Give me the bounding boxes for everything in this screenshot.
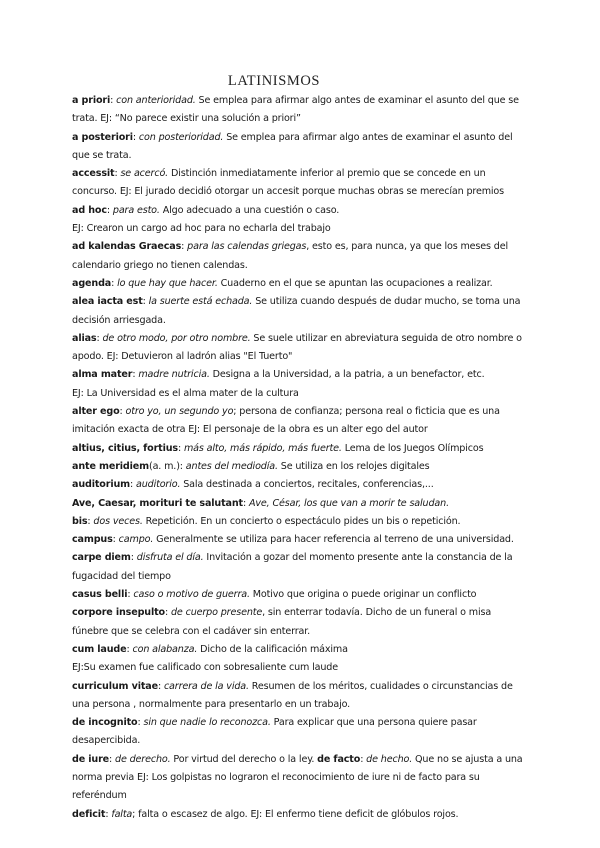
entry-definition: Invitación a gozar del momento presente ante la constancia de la fugacidad del tiempo [72,552,513,582]
entry [72,293,527,330]
entry-separator: : [109,753,116,765]
entry-translation: campo. [118,534,154,546]
entry-term: ad hoc [72,204,107,216]
entry-term: carpe diem [72,552,131,564]
entry-separator: : [142,296,149,308]
entry-translation: de cuerpo presente [170,607,263,619]
entry [72,366,527,384]
entry-term: agenda [72,277,112,289]
entry-term-secondary: de facto [317,753,361,765]
entry-term: alias [72,332,97,344]
entry-definition: Lema de los Juegos Olímpicos [341,442,484,454]
entry-translation: la suerte está echada. [148,296,253,308]
entry [72,476,527,494]
entry-definition: Generalmente se utiliza para hacer referencia al terreno de una universidad. [153,534,514,546]
entry [72,165,527,202]
entry-definition: Algo adecuado a una cuestión o caso. [159,204,340,216]
entry-definition: Motivo que origina o puede originar un conflicto [249,589,477,601]
entry [72,751,527,806]
entry-definition: Distinción inmediatamente inferior al premio que se concede en un concurso. EJ: El jurado decidió otorgar un accesit porque muchas obras se merecían premios [72,168,504,198]
entry [72,806,527,824]
entry-translation: madre nutricia. [138,369,210,381]
entries-list [72,92,527,824]
entry [72,586,527,604]
entry-translation: con posterioridad. [138,131,224,143]
entry-separator: : [127,589,134,601]
entry-definition: Por virtud del derecho o la ley. [170,753,318,765]
entry-definition: Se emplea para afirmar algo antes de examinar el asunto del que se trata. [72,131,513,161]
entry [72,495,527,513]
entry-term: curriculum vitae [72,680,158,692]
entry-term: bis [72,515,88,527]
entry-separator: : [130,552,137,564]
entry-term: auditorium [72,479,130,491]
entry-definition: EJ: La Universidad es el alma mater de la cultura [72,387,299,399]
entry [72,238,527,275]
entry-separator: : [114,168,121,180]
entry-definition: Resumen de los méritos, cualidades o circunstancias de una persona , normalmente para presentarlo en un trabajo. [72,680,513,710]
entry-translation: lo que hay que hacer. [117,277,218,289]
entry [72,513,527,531]
entry-translation: antes del mediodía. [185,460,278,472]
entry [72,202,527,220]
entry-term: de incognito [72,717,138,729]
entry-term: de iure [72,753,110,765]
entry-term: ante meridiem [72,460,149,472]
entry-separator: : [165,607,171,619]
entry-translation: de derecho. [115,753,171,765]
entry-separator: : [96,332,103,344]
entry-definition: ; persona de confianza; persona real o ficticia que es una imitación exacta de otra EJ: El personaje de la obra es un alter ego del autor [72,406,500,436]
entry-term: altius, citius, fortius [72,442,178,454]
entry-term: cum laude [72,643,127,655]
entry-term: alter ego [72,406,120,418]
entry-separator: : [105,808,112,820]
entry [72,385,527,403]
entry [72,275,527,293]
entry [72,330,527,367]
entry-translation: para las calendas griegas [187,241,307,253]
entry-translation: otro yo, un segundo yo [125,406,234,418]
entry-separator: : [106,204,113,216]
entry-term: a posteriori [72,131,133,143]
entry-translation: con anterioridad. [116,95,196,106]
entry-definition: EJ:Su examen fue calificado con sobresaliente cum laude [72,662,339,674]
entry-translation: disfruta el día. [136,552,204,564]
entry-definition: Designa a la Universidad, a la patria, a un benefactor, etc. [209,369,485,381]
entry-definition: Se utiliza cuando después de dudar mucho, se toma una decisión arriesgada. [72,296,521,326]
entry-separator: : [360,753,367,765]
entry-translation-secondary: de hecho. [366,753,413,765]
page-title: LATINISMOS [227,73,321,89]
entry [72,678,527,715]
entry-translation: dos veces. [93,515,143,527]
entry-translation: sin que nadie lo reconozca. [143,717,271,729]
entry [72,403,527,440]
entry-separator: : [132,369,139,381]
entry [72,458,527,476]
entry-separator: : [157,680,164,692]
entry-definition: Cuaderno en el que se apuntan las ocupaciones a realizar. [217,277,493,289]
entry-separator: : [137,717,144,729]
entry-definition-secondary: Que no se ajusta a una norma previa EJ: Los golpistas no lograron el reconocimiento de iure ni de facto para su referéndum [72,753,523,802]
entry [72,659,527,677]
entry-translation: de otro modo, por otro nombre. [102,332,251,344]
entry-separator: : [132,131,139,143]
entry-term: alea iacta est [72,296,143,308]
entry-definition: Sala destinada a conciertos, recitales, conferencias,... [180,479,434,491]
entry-translation: Ave, César, los que van a morir te saludan. [248,497,449,509]
entry [72,129,527,166]
entry-separator: : [126,643,133,655]
entry-translation: con alabanza. [132,643,198,655]
entry-term: Ave, Caesar, morituri te salutant [72,497,243,509]
entry-definition: Se utiliza en los relojes digitales [277,460,430,472]
entry-definition: , sin enterrar todavía. Dicho de un funeral o misa fúnebre que se celebra con el cadáver sin enterrar. [72,607,492,637]
entry-definition: Repetición. En un concierto o espectáculo pides un bis o repetición. [142,515,461,527]
entry-term: alma mater [72,369,133,381]
entry-separator: : [110,95,117,106]
entry-term: casus belli [72,589,128,601]
entry [72,440,527,458]
entry [72,604,527,641]
entry-separator: : [87,515,94,527]
entry-separator: : [119,406,126,418]
entry-separator: : [178,442,184,454]
entry-term: accessit [72,168,115,180]
entry-definition: Se suele utilizar en abreviatura seguida de otro nombre o apodo. EJ: Detuvieron al ladrón alias "El Tuerto" [72,332,522,363]
entry [72,220,527,238]
entry-separator: : [181,241,188,253]
entry-term: deficit [72,808,106,820]
entry-definition: Dicho de la calificación máxima [197,643,348,655]
entry-translation: se acercó. [120,168,169,180]
entry-translation: más alto, más rápido, más fuerte. [183,442,342,454]
entry [72,549,527,586]
entry-translation: falta [111,808,133,820]
entry-definition: EJ: Crearon un cargo ad hoc para no echarla del trabajo [72,223,331,235]
entry [72,714,527,751]
entry-definition: Se emplea para afirmar algo antes de examinar el asunto del que se trata. EJ: “No parece existir una solución a priori” [72,95,519,125]
entry [72,641,527,659]
entry-translation: carrera de la vida. [163,680,249,692]
entry [72,531,527,549]
entry-separator: (a. m.): [148,460,186,472]
entry-translation: auditorio. [135,479,181,491]
entry-separator: : [112,534,119,546]
entry-translation: caso o motivo de guerra. [133,589,250,601]
entry-term: corpore insepulto [72,607,165,619]
entry [72,92,527,129]
entry-separator: : [111,277,118,289]
entry-definition: , esto es, para nunca, ya que los meses del calendario griego no tienen calendas. [72,241,508,271]
entry-separator: : [242,497,249,509]
entry-definition: Para explicar que una persona quiere pasar desapercibida. [72,717,477,747]
entry-definition: ; falta o escasez de algo. EJ: El enfermo tiene deficit de glóbulos rojos. [132,808,459,820]
entry-separator: : [129,479,136,491]
entry-term: campus [72,534,113,546]
entry-translation: para esto. [112,204,160,216]
entry-term: ad kalendas Graecas [72,241,182,253]
entry-term: a priori [72,95,111,106]
